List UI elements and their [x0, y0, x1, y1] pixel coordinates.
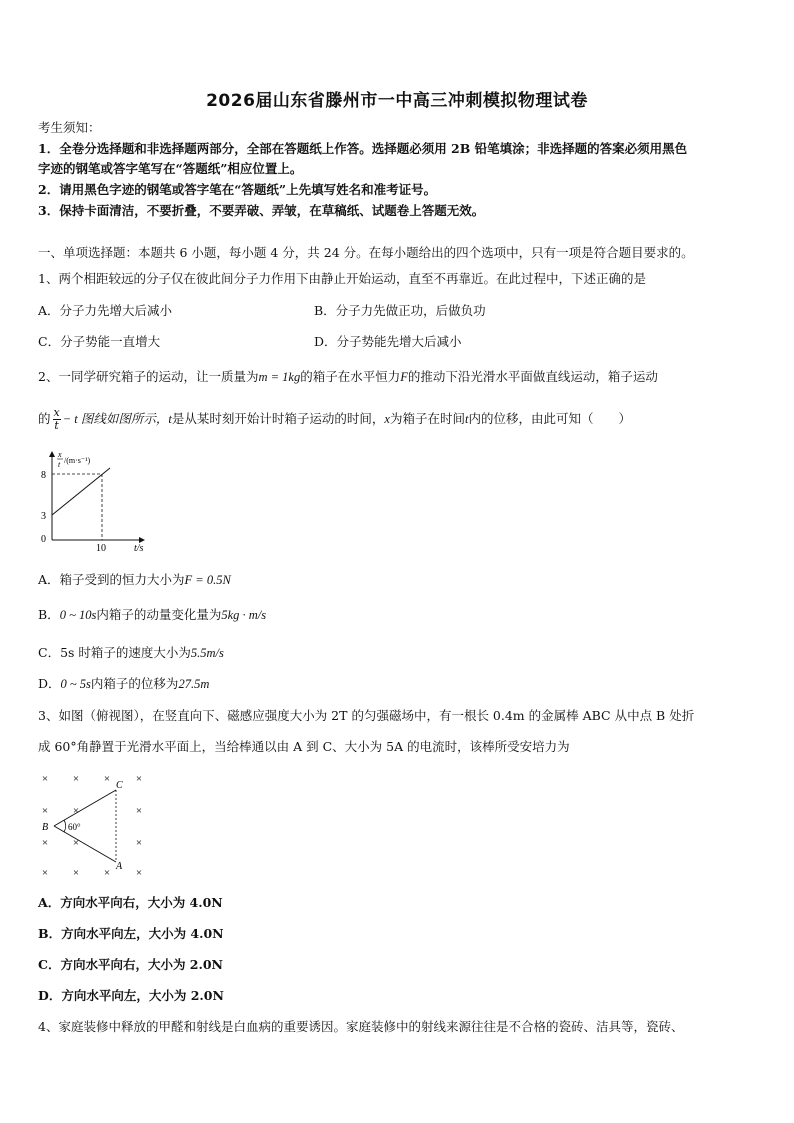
- notice-item-3: 3．保持卡面清洁，不要折叠，不要弄破、弄皱，在草稿纸、试题卷上答题无效。: [38, 203, 485, 218]
- question-2-stem-line-1: [38, 369, 658, 385]
- question-1-option-a: A．分子力先增大后减小: [38, 303, 173, 318]
- question-2-option-d: [38, 676, 209, 692]
- angle-label: 60°: [68, 822, 81, 832]
- question-3-option-c: C．方向水平向右，大小为 2.0N: [38, 957, 223, 972]
- field-mark: ×: [135, 773, 143, 785]
- tick-label-y-8: 8: [41, 470, 46, 481]
- label-a: A: [116, 861, 123, 872]
- q2-stem-text: 是从某时刻开始计时箱子运动的时间，: [171, 411, 385, 426]
- option-math: 0 ~ 10s: [59, 608, 97, 622]
- label-b: B: [42, 822, 49, 833]
- field-mark: ×: [135, 805, 143, 817]
- q2-time-symbol: t: [464, 412, 469, 426]
- q2-stem-text: 内的位移，由此可知（ ）: [468, 411, 631, 426]
- field-mark: ×: [72, 837, 80, 849]
- question-2-option-a: [38, 572, 231, 588]
- q2-stem-text: 2、一同学研究箱子的运动，让一质量为: [38, 369, 259, 384]
- q2-stem-text: 的箱子在水平恒力: [300, 369, 401, 384]
- q2-graph-type: − t 图线如图所示，: [62, 412, 169, 426]
- question-3-stem-line-1: 3、如图（俯视图），在竖直向下、磁感应强度大小为 2T 的匀强磁场中，有一根长 0.4m 的金属棒 ABC 从中点 B 处折: [38, 708, 695, 723]
- q2-stem-text: 的推动下沿光滑水平面做直线运动，箱子运动: [407, 369, 658, 384]
- exam-title: 2026届山东省滕州市一中高三冲刺模拟物理试卷: [206, 91, 588, 111]
- option-math: 5.5m/s: [190, 646, 224, 660]
- fraction-numerator: x: [53, 406, 60, 419]
- option-prefix: B．: [38, 607, 60, 622]
- question-3-option-d: D．方向水平向左，大小为 2.0N: [38, 988, 224, 1003]
- notice-item-1-line-2: 字迹的钢笔或答字笔写在“答题纸”相应位置上。: [38, 161, 303, 176]
- field-mark: ×: [41, 867, 49, 879]
- question-3-option-a: A．方向水平向右，大小为 4.0N: [38, 895, 223, 910]
- option-text: 内箱子的动量变化量为: [96, 607, 222, 622]
- q2-stem-text: 的: [38, 411, 51, 426]
- origin-label: 0: [41, 534, 46, 545]
- tick-label-x-10: 10: [96, 543, 106, 554]
- magnetic-field-marks: [42, 773, 142, 879]
- option-text: A．箱子受到的恒力大小为: [38, 572, 185, 587]
- option-math: 5kg · m/s: [221, 608, 267, 622]
- x-over-t-fraction: [53, 407, 61, 432]
- rod-segment-bc: [54, 790, 116, 826]
- q3-magnetic-field-figure: [30, 766, 160, 882]
- q2-force-symbol: F: [400, 370, 408, 384]
- y-axis-frac-num: x: [58, 450, 62, 459]
- question-2-option-c: [38, 645, 224, 661]
- q2-mass-expression: m = 1kg: [258, 370, 301, 384]
- question-2-stem-line-2: [38, 404, 631, 434]
- field-mark: ×: [41, 773, 49, 785]
- notice-item-2: 2．请用黑色字迹的钢笔或答字笔在“答题纸”上先填写姓名和准考证号。: [38, 182, 437, 197]
- question-2-option-b: [38, 607, 266, 623]
- question-1-stem: 1、两个相距较远的分子仅在彼此间分子力作用下由静止开始运动，直至不再靠近。在此过程中，下述正确的是: [38, 271, 646, 286]
- option-text: C．5s 时箱子的速度大小为: [38, 645, 191, 660]
- q2-stem-text: 为箱子在时间: [389, 411, 465, 426]
- option-math: F = 0.5N: [184, 573, 231, 587]
- option-math: 27.5m: [178, 677, 210, 691]
- question-3-stem-line-2: 成 60°角静置于光滑水平面上，当给棒通以由 A 到 C、大小为 5A 的电流时，该棒所受安培力为: [38, 739, 570, 754]
- question-3-option-b: B．方向水平向左，大小为 4.0N: [38, 926, 224, 941]
- option-prefix: D．: [38, 676, 61, 691]
- field-mark: ×: [72, 867, 80, 879]
- section-heading: 一、单项选择题：本题共 6 小题，每小题 4 分，共 24 分。在每小题给出的四个选项中，只有一项是符合题目要求的。: [38, 245, 694, 260]
- question-1-option-c: C．分子势能一直增大: [38, 334, 161, 349]
- question-1-option-b: B．分子力先做正功，后做负功: [314, 303, 486, 318]
- field-mark: ×: [41, 805, 49, 817]
- graph-line: [52, 468, 110, 515]
- q2-time-symbol: t: [168, 412, 172, 426]
- field-mark: ×: [72, 805, 80, 817]
- field-mark: ×: [41, 837, 49, 849]
- label-c: C: [116, 780, 123, 791]
- tick-label-y-3: 3: [41, 511, 46, 522]
- y-axis-label: /(m·s⁻¹): [64, 456, 91, 465]
- question-1-option-d: D．分子势能先增大后减小: [314, 334, 462, 349]
- q2-displacement-symbol: x: [384, 412, 390, 426]
- notice-heading: 考生须知：: [38, 120, 101, 135]
- field-mark: ×: [72, 773, 80, 785]
- notice-item-1-line-1: 1．全卷分选择题和非选择题两部分，全部在答题纸上作答。选择题必须用 2B 铅笔填涂；非选择题的答案必须用黑色: [38, 141, 688, 156]
- field-mark: ×: [103, 867, 111, 879]
- fraction-denominator: t: [54, 419, 59, 432]
- q2-velocity-graph: [30, 448, 160, 556]
- field-mark: ×: [135, 867, 143, 879]
- x-axis-label: t/s: [134, 543, 144, 554]
- y-axis-frac-den: t: [58, 460, 61, 469]
- field-mark: ×: [103, 773, 111, 785]
- option-math: 0 ~ 5s: [60, 677, 91, 691]
- option-text: 内箱子的位移为: [90, 676, 179, 691]
- rod-segment-ba: [54, 826, 116, 862]
- field-mark: ×: [135, 837, 143, 849]
- angle-arc: [64, 820, 66, 832]
- question-4-stem-line-1: 4、家庭装修中释放的甲醛和射线是白血病的重要诱因。家庭装修中的射线来源往往是不合格的瓷砖、洁具等，瓷砖、: [38, 1019, 684, 1034]
